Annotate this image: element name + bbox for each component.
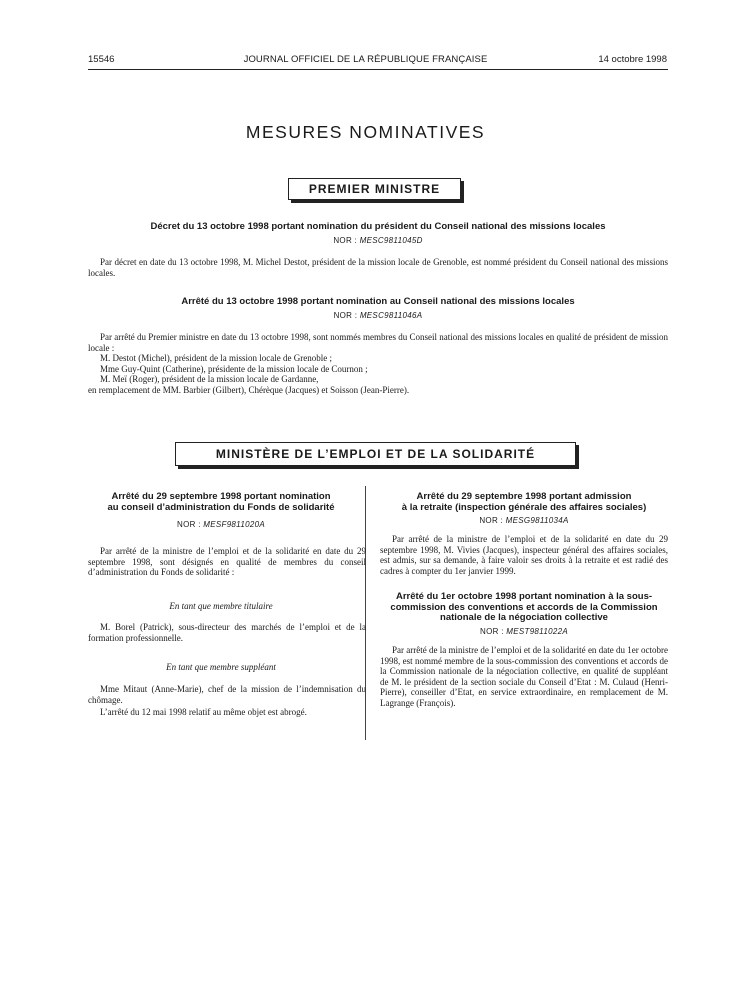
nor-code: MESG9811034A xyxy=(505,516,569,525)
decree2-title: Arrêté du 13 octobre 1998 portant nomination au Conseil national des missions locales xyxy=(181,296,575,307)
decree2-nor xyxy=(88,311,668,320)
nor-label: NOR : xyxy=(333,236,358,245)
decree2-replacement: en remplacement de MM. Barbier (Gilbert), Chérèque (Jacques) et Soisson (Jean-Pierre). xyxy=(88,384,410,395)
left-arrete-title xyxy=(88,492,354,513)
left-arrete-body: Par arrêté de la ministre de l’emploi et de la solidarité en date du 29 septembre 1998, sont désignés en qualité de membres du conseil d’administration du Fonds de solidarité : xyxy=(88,546,366,577)
header-rule xyxy=(88,69,668,70)
issue-date: 14 octobre 1998 xyxy=(598,54,667,65)
ministry-heading-emploi-solidarite: MINISTÈRE DE L’EMPLOI ET DE LA SOLIDARITÉ xyxy=(175,442,576,466)
list-item: Mme Guy-Quint (Catherine), présidente de la mission locale de Cournon ; xyxy=(100,363,368,374)
decree1-nor xyxy=(88,236,668,245)
decree2-body: Par arrêté du Premier ministre en date du 13 octobre 1998, sont nommés membres du Conseil national des missions locales en qualité de président de mission locale : xyxy=(88,332,668,353)
left-subheading-suppleant: En tant que membre suppléant xyxy=(166,662,276,672)
left-arrete-nor xyxy=(88,520,354,529)
left-member-suppleant: Mme Mitaut (Anne-Marie), chef de la mission de l’indemnisation du chômage. xyxy=(88,684,366,705)
journal-title: JOURNAL OFFICIEL DE LA RÉPUBLIQUE FRANÇAISE xyxy=(243,54,488,65)
right-arrete2-nor xyxy=(380,627,668,636)
list-item: M. Destot (Michel), président de la mission locale de Grenoble ; xyxy=(100,353,332,363)
right-arrete2-body: Par arrêté de la ministre de l’emploi et de la solidarité en date du 1er octobre 1998, est nommé membre de la sous-commission des conventions et accords de la Commission nationale de la négociation collective, en qualité de suppléant de M. le président de la section sociale du Conseil d’Etat : M. Culaud (Henri-Pierre), conseiller d’Etat, en service extraordinaire, en remplacement de M. Lagrange (François). xyxy=(380,645,668,708)
nor-code: MEST9811022A xyxy=(506,627,568,636)
right-arrete1-title xyxy=(380,492,668,513)
right-arrete2-title: Arrêté du 1er octobre 1998 portant nomination à la sous-commission des conventions et accords de la Commission nationale de la négociation collective xyxy=(390,591,658,623)
page-number: 15546 xyxy=(88,54,115,65)
title-line: Arrêté du 29 septembre 1998 portant nomination xyxy=(111,491,331,502)
ministry-heading-premier-ministre: PREMIER MINISTRE xyxy=(288,178,461,200)
decree2-content xyxy=(88,332,668,395)
list-item: M. Meï (Roger), président de la mission locale de Gardanne, xyxy=(100,374,319,384)
left-member-titulaire: M. Borel (Patrick), sous-directeur des marchés de l’emploi et de la formation professionnelle. xyxy=(88,622,366,643)
title-line: à la retraite (inspection générale des affaires sociales) xyxy=(401,501,647,513)
nor-label: NOR : xyxy=(177,520,201,529)
page-title: MESURES NOMINATIVES xyxy=(245,122,486,142)
right-arrete1-nor xyxy=(380,516,668,525)
nor-code: MESC9811046A xyxy=(359,311,423,320)
nor-label: NOR : xyxy=(480,627,504,636)
left-subheading-titulaire: En tant que membre titulaire xyxy=(169,601,273,611)
nor-label: NOR : xyxy=(333,311,358,320)
right-arrete1-body: Par arrêté de la ministre de l’emploi et de la solidarité en date du 29 septembre 1998, M. Vivies (Jacques), inspecteur général des affaires sociales, est admis, sur sa demande, à faire valoir ses droits à la retraite et est radié des cadres à compter du 1er janvier 1999. xyxy=(380,534,668,576)
title-line: Arrêté du 29 septembre 1998 portant admission xyxy=(416,491,632,502)
decree1-title: Décret du 13 octobre 1998 portant nomination du président du Conseil national des missions locales xyxy=(150,221,606,232)
left-abrogation: L’arrêté du 12 mai 1998 relatif au même objet est abrogé. xyxy=(100,707,307,717)
nor-code: MESC9811045D xyxy=(359,236,423,245)
nor-code: MESF9811020A xyxy=(203,520,265,529)
title-line: au conseil d’administration du Fonds de solidarité xyxy=(107,501,335,513)
nor-label: NOR : xyxy=(479,516,504,525)
decree1-body: Par décret en date du 13 octobre 1998, M. Michel Destot, président de la mission locale de Grenoble, est nommé président du Conseil national des missions locales. xyxy=(88,257,668,278)
decree2-member-list xyxy=(88,353,668,395)
